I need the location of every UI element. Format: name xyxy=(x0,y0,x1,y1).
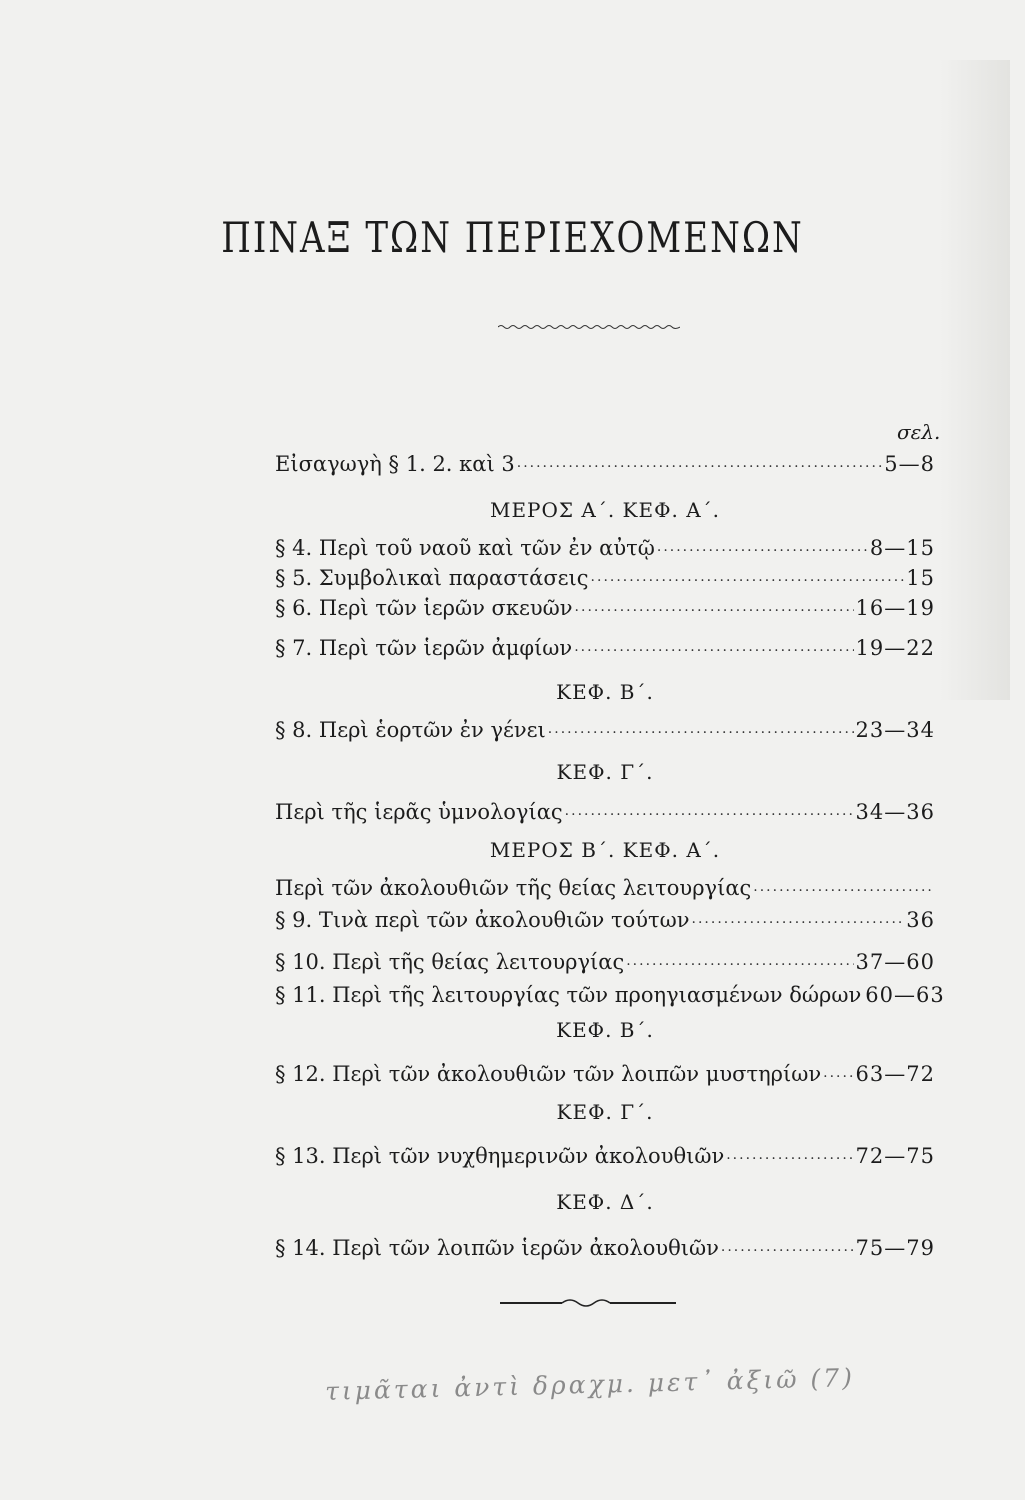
wavy-rule-divider xyxy=(498,322,680,332)
show-through-shadow xyxy=(940,60,1010,700)
entry-title: § 7. Περὶ τῶν ἱερῶν ἀμφίων xyxy=(275,636,573,660)
entry-pages: 36 xyxy=(906,908,935,932)
entry-title: § 6. Περὶ τῶν ἱερῶν σκευῶν xyxy=(275,596,573,620)
toc-entry-intro xyxy=(275,452,935,478)
toc-entry-12 xyxy=(275,1062,935,1088)
entry-title: Περὶ τῆς ἱερᾶς ὑμνολογίας xyxy=(275,800,563,824)
entry-title: Περὶ τῶν ἀκολουθιῶν τῆς θείας λειτουργίας xyxy=(275,876,752,900)
entry-pages: 19—22 xyxy=(855,636,935,660)
dot-leader xyxy=(591,573,905,589)
entry-title: § 11. Περὶ τῆς λειτουργίας τῶν προηγιασμένων δώρων xyxy=(275,983,862,1007)
dot-leader xyxy=(692,915,905,931)
dot-leader xyxy=(548,725,854,741)
entry-title: § 13. Περὶ τῶν νυχθημερινῶν ἀκολουθιῶν xyxy=(275,1144,725,1168)
entry-title: § 8. Περὶ ἑορτῶν ἐν γένει xyxy=(275,718,546,742)
entry-title: Εἰσαγωγὴ § 1. 2. καὶ 3 xyxy=(275,452,515,476)
page-title: ΠΙΝΑΞ ΤΩΝ ΠΕΡΙΕΧΟΜΕΝΩΝ xyxy=(221,213,804,263)
dot-leader xyxy=(726,1151,853,1167)
entry-pages: 63—72 xyxy=(855,1062,935,1086)
toc-entry-hymnology xyxy=(275,800,935,826)
dot-leader xyxy=(721,1243,854,1259)
entry-pages: 34—36 xyxy=(855,800,935,824)
page-column-label: σελ. xyxy=(897,420,941,444)
entry-pages: 60—63 xyxy=(865,983,945,1007)
toc-entry-10 xyxy=(275,950,935,976)
entry-title: § 9. Τινὰ περὶ τῶν ἀκολουθιῶν τούτων xyxy=(275,908,690,932)
chapter-heading-d: ΚΕΦ. Δ΄. xyxy=(556,1190,654,1214)
toc-entry-11 xyxy=(275,983,945,1009)
entry-title: § 14. Περὶ τῶν λοιπῶν ἱερῶν ἀκολουθιῶν xyxy=(275,1236,719,1260)
toc-entry-14 xyxy=(275,1236,935,1262)
entry-pages: 72—75 xyxy=(855,1144,935,1168)
toc-entry-8 xyxy=(275,718,935,744)
entry-pages: 75—79 xyxy=(855,1236,935,1260)
part-heading-1: ΜΕΡΟΣ Α΄. ΚΕΦ. Α΄. xyxy=(489,498,721,522)
toc-entry-5 xyxy=(275,566,935,592)
toc-entry-4 xyxy=(275,536,935,562)
entry-pages: 16—19 xyxy=(855,596,935,620)
entry-title: § 10. Περὶ τῆς θείας λειτουργίας xyxy=(275,950,625,974)
entry-title: § 12. Περὶ τῶν ἀκολουθιῶν τῶν λοιπῶν μυστηρίων xyxy=(275,1062,822,1086)
entry-title: § 4. Περὶ τοῦ ναοῦ καὶ τῶν ἐν αὐτῷ xyxy=(275,536,655,560)
dot-leader xyxy=(753,883,933,899)
handwritten-price-note: τιμᾶται ἀντὶ δραχμ. μετ᾽ ἀξιῶ (7) xyxy=(324,1363,856,1406)
entry-pages: 8—15 xyxy=(869,536,935,560)
toc-entry-6 xyxy=(275,596,935,622)
entry-pages: 5—8 xyxy=(884,452,935,476)
dot-leader xyxy=(574,643,853,659)
dot-leader xyxy=(626,957,853,973)
toc-entry-9 xyxy=(275,908,935,934)
entry-pages: 37—60 xyxy=(855,950,935,974)
part-heading-2: ΜΕΡΟΣ Β΄. ΚΕΦ. Α΄. xyxy=(489,838,721,862)
chapter-heading-g2: ΚΕΦ. Γ΄. xyxy=(556,1100,654,1124)
entry-pages: 23—34 xyxy=(855,718,935,742)
entry-pages: 15 xyxy=(906,566,935,590)
chapter-heading-g1: ΚΕΦ. Γ΄. xyxy=(556,760,654,784)
toc-entry-akolouthies xyxy=(275,876,935,902)
dot-leader xyxy=(565,807,854,823)
chapter-heading-b1: ΚΕΦ. Β΄. xyxy=(556,680,654,704)
chapter-heading-b2: ΚΕΦ. Β΄. xyxy=(556,1018,654,1042)
toc-entry-7 xyxy=(275,636,935,662)
dot-leader xyxy=(575,603,854,619)
dot-leader xyxy=(657,543,868,559)
toc-entry-13 xyxy=(275,1144,935,1170)
dot-leader xyxy=(823,1069,853,1085)
entry-title: § 5. Συμβολικαὶ παραστάσεις xyxy=(275,566,589,590)
dot-leader xyxy=(517,459,883,475)
ornamental-rule xyxy=(500,1296,676,1310)
